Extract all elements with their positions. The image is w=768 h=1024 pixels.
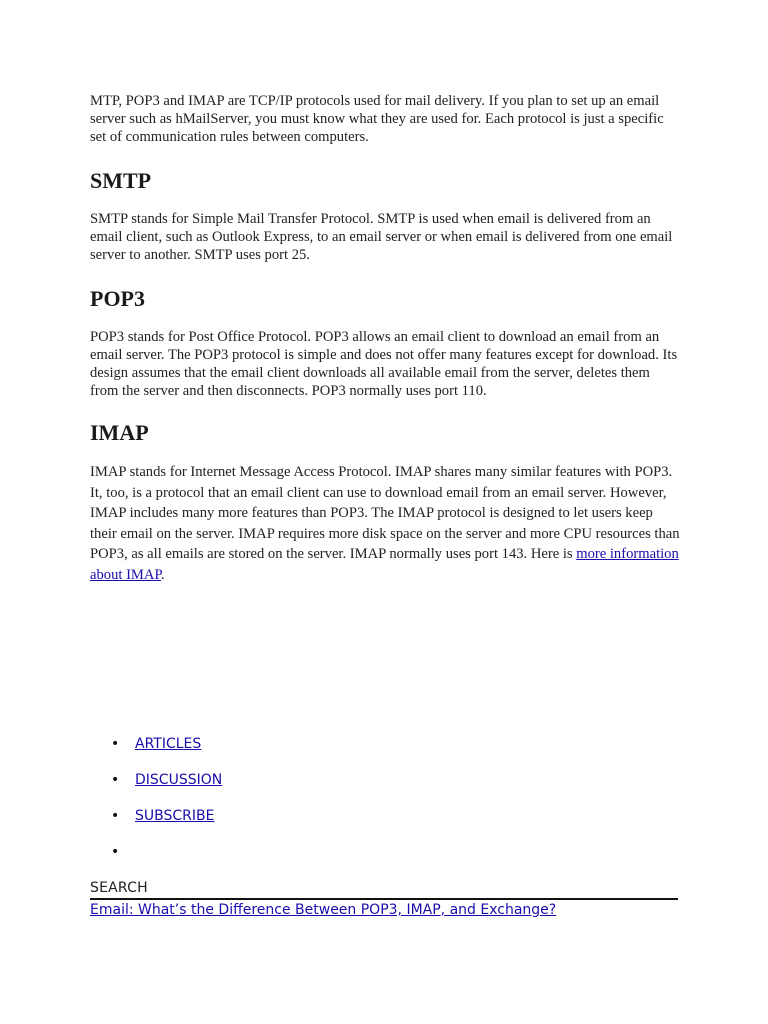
search-label: SEARCH <box>90 880 148 896</box>
imap-info-link[interactable]: more information about IMAP <box>90 546 679 583</box>
search-divider <box>90 898 678 900</box>
section-heading-smtp: SMTP <box>90 168 152 193</box>
nav-item-discussion <box>90 770 680 806</box>
section-body-imap-trailing: . <box>160 566 165 583</box>
article <box>90 92 680 586</box>
nav-item-articles <box>90 734 680 770</box>
nav-link-subscribe[interactable]: SUBSCRIBE <box>135 808 215 824</box>
nav-item-empty <box>90 842 680 878</box>
bullet-icon: • <box>111 772 120 788</box>
section-body-pop3: POP3 stands for Post Office Protocol. POP3 allows an email client to download an email from an email server. The POP3 protocol is simple and does not offer many features except for download. Its design assumes that the email client downloads all available email from the server, deletes them from the server and then disconnects. POP3 normally uses port 110. <box>90 329 678 399</box>
nav-link-discussion[interactable]: DISCUSSION <box>135 772 223 788</box>
bullet-icon: • <box>111 844 120 860</box>
section-body-imap <box>90 462 680 586</box>
intro-paragraph: MTP, POP3 and IMAP are TCP/IP protocols used for mail delivery. If you plan to set up an email server such as hMailServer, you must know what they are used for. Each protocol is just a specific set of communication rules between computers. <box>90 93 664 145</box>
section-heading-pop3: POP3 <box>90 286 145 311</box>
nav-item-subscribe <box>90 806 680 842</box>
bullet-icon: • <box>111 736 120 752</box>
section-body-imap-text: IMAP stands for Internet Message Access Protocol. IMAP shares many similar features with POP3. It, too, is a protocol that an email client can use to download email from an email server. However, IMAP includes many more features than POP3. The IMAP protocol is designed to let users keep their email on the server. IMAP requires more disk space on the server and more CPU resources than POP3, as all emails are stored on the server. IMAP normally uses port 143. Here is <box>90 464 680 563</box>
related-article-link[interactable]: Email: What’s the Difference Between POP3, IMAP, and Exchange? <box>90 902 557 918</box>
section-heading-imap: IMAP <box>90 420 149 445</box>
bullet-icon: • <box>111 808 120 824</box>
nav-link-articles[interactable]: ARTICLES <box>135 736 202 752</box>
nav-list <box>90 734 680 878</box>
section-body-smtp: SMTP stands for Simple Mail Transfer Protocol. SMTP is used when email is delivered from an email client, such as Outlook Express, to an email server or when email is delivered from one email server to another. SMTP uses port 25. <box>90 211 673 263</box>
